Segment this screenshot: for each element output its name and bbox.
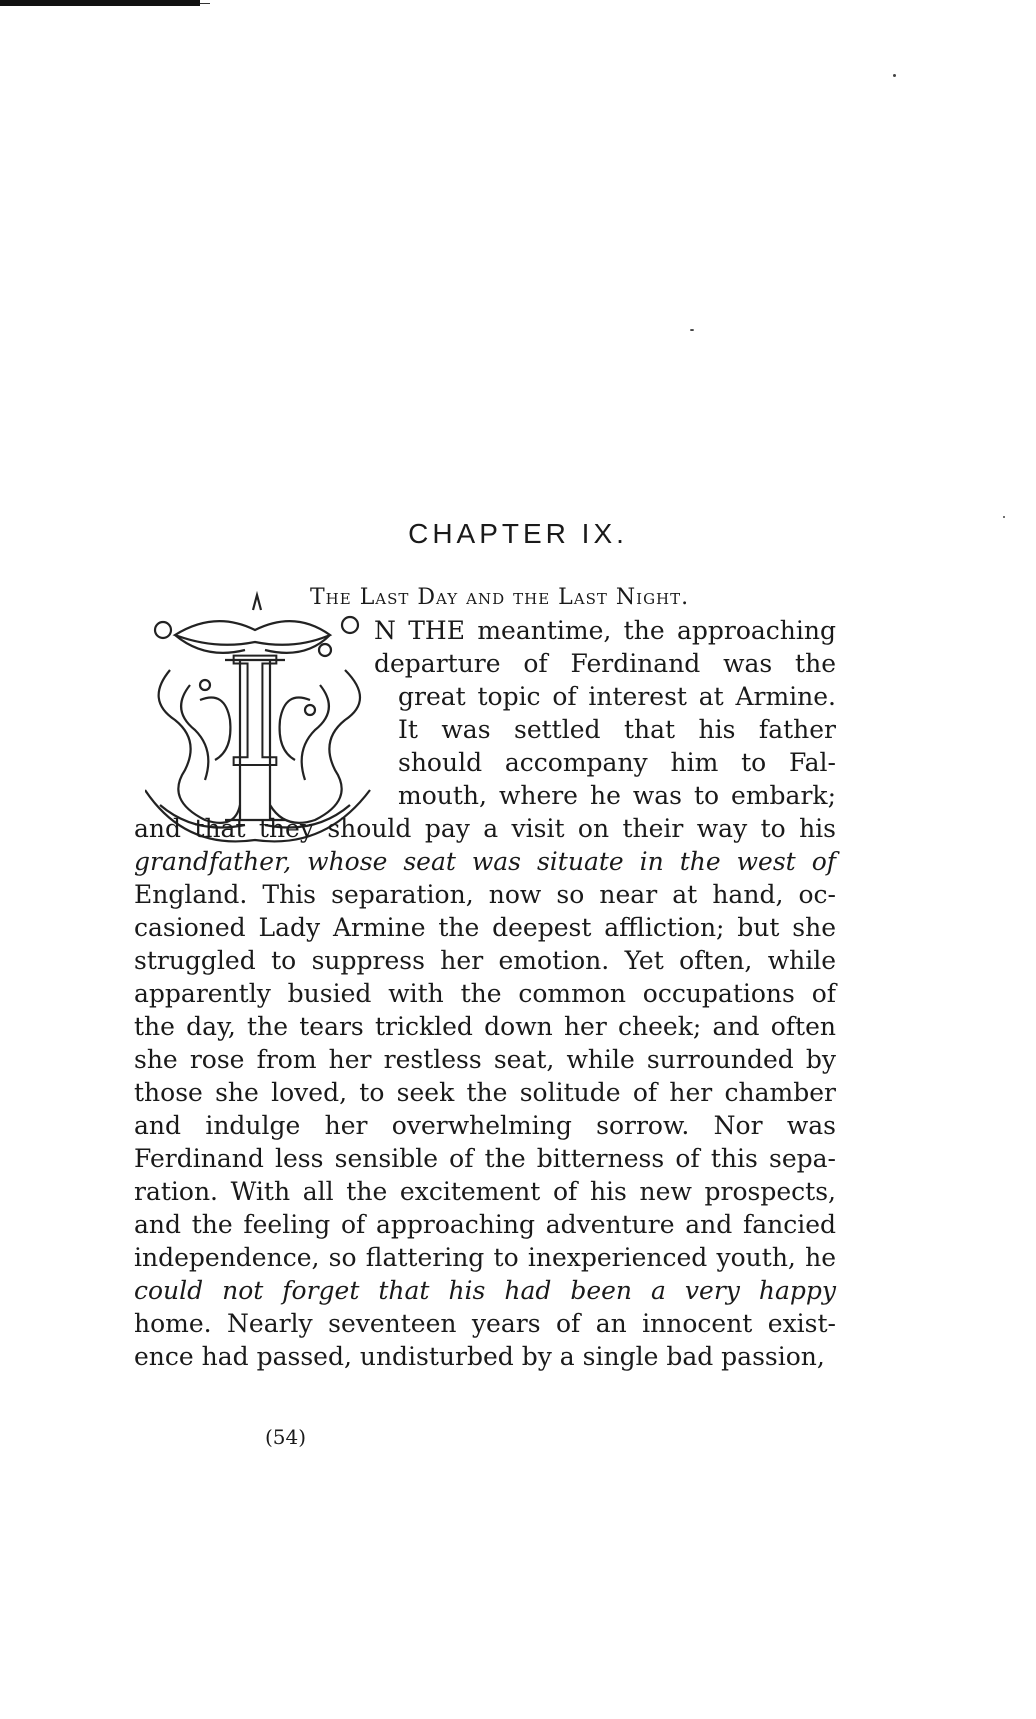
text-line: ence had passed, undisturbed by a single bad passion,	[134, 1342, 825, 1371]
text-line: England. This separation, now so near at hand, oc-	[134, 880, 836, 909]
text-line: departure of Ferdinand was the	[374, 649, 836, 678]
text-line: she rose from her restless seat, while surrounded by	[134, 1045, 836, 1074]
text-line: and the feeling of approaching adventure and fancied	[134, 1210, 836, 1239]
text-line: grandfather, whose seat was situate in the west of	[134, 847, 836, 876]
text-line: N THE meantime, the approaching	[374, 616, 836, 645]
text-line: should accompany him to Fal-	[398, 748, 836, 777]
chapter-subtitle: The Last Day and the Last Night.	[310, 585, 690, 610]
text-line: ration. With all the excitement of his new prospects,	[134, 1177, 836, 1206]
top-rule	[0, 0, 200, 6]
text-line: great topic of interest at Armine.	[398, 682, 836, 711]
text-line: struggled to suppress her emotion. Yet often, while	[134, 946, 836, 975]
chapter-title: CHAPTER IX.	[408, 518, 628, 549]
text-line: the day, the tears trickled down her cheek; and often	[134, 1012, 836, 1041]
text-line: independence, so flattering to inexperienced youth, he	[134, 1243, 836, 1272]
text-line: home. Nearly seventeen years of an innocent exist-	[134, 1309, 836, 1338]
speck	[893, 74, 896, 77]
text-line: could not forget that his had been a very happy	[134, 1276, 836, 1305]
drop-cap-letter: I	[225, 627, 285, 801]
text-line: mouth, where he was to embark;	[398, 781, 836, 810]
text-line: casioned Lady Armine the deepest affliction; but she	[134, 913, 836, 942]
top-rule-tail	[200, 3, 210, 4]
text-line: It was settled that his father	[398, 715, 836, 744]
text-line: Ferdinand less sensible of the bitterness of this sepa-	[134, 1144, 836, 1173]
text-line: and that they should pay a visit on their way to his	[134, 814, 836, 843]
text-line: and indulge her overwhelming sorrow. Nor was	[134, 1111, 836, 1140]
text-line: those she loved, to seek the solitude of her chamber	[134, 1078, 836, 1107]
ornamental-drop-cap	[145, 590, 385, 850]
text-line: apparently busied with the common occupations of	[134, 979, 836, 1008]
speck	[690, 329, 694, 331]
page-number: (54)	[265, 1425, 307, 1449]
